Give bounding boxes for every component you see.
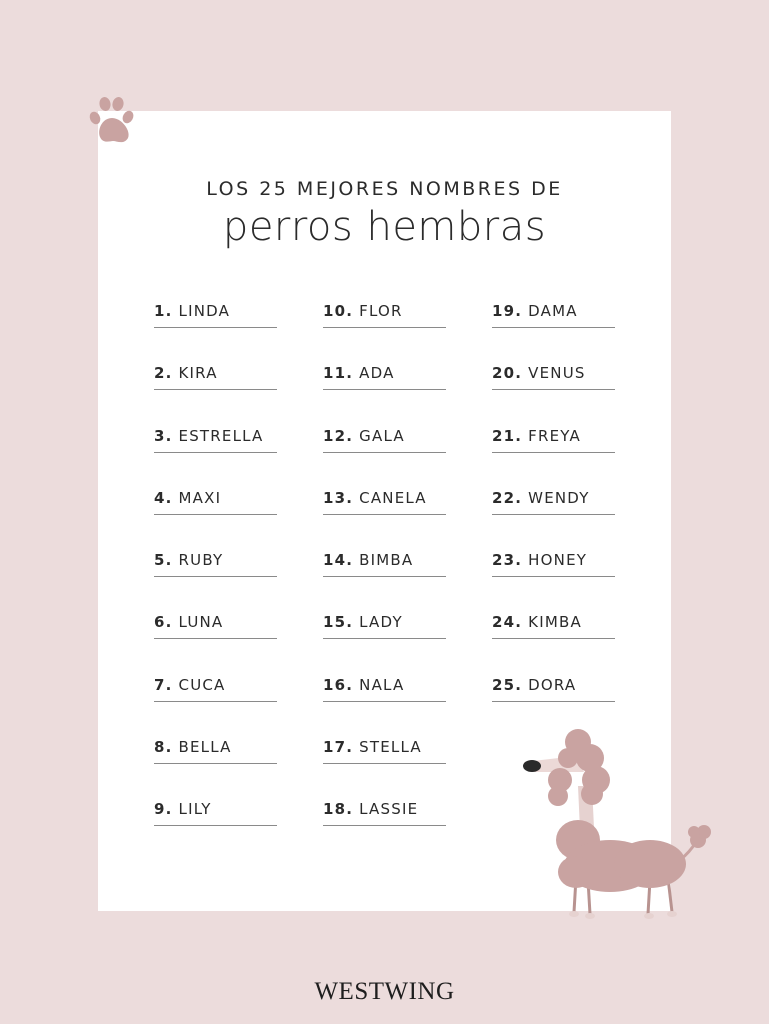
title-line-1: LOS 25 MEJORES NOMBRES DE [206,178,563,200]
item-number: 18. [323,800,354,818]
item-number: 9. [154,800,173,818]
item-number: 16. [323,675,354,694]
name-item [323,737,446,764]
item-name: LUNA [178,613,224,632]
name-item [492,363,615,390]
item-name: LINDA [178,302,231,320]
item-name: FLOR [359,302,403,320]
item-name: CUCA [178,675,226,694]
item-number: 14. [323,551,354,569]
title-line-2: perros hembras [222,204,547,250]
name-item [323,363,446,390]
name-item [154,799,277,826]
name-item [154,363,277,390]
item-name: FREYA [528,426,581,445]
name-item [323,799,446,826]
item-number: 15. [323,613,354,632]
name-item [154,612,277,639]
name-item [323,675,446,702]
name-item [154,550,277,577]
item-number: 11. [323,364,354,383]
item-name: DORA [528,675,577,694]
item-name: LASSIE [359,800,419,818]
item-name: VENUS [528,364,586,383]
item-number: 12. [323,426,354,445]
item-number: 1. [154,302,173,320]
name-item [154,675,277,702]
name-item [492,612,615,639]
item-number: 10. [323,302,354,320]
item-name: DAMA [528,302,578,320]
name-item [492,675,615,702]
item-number: 24. [492,613,523,632]
item-number: 17. [323,737,354,756]
name-item [492,550,615,577]
item-number: 22. [492,488,523,507]
name-item [323,550,446,577]
item-number: 20. [492,364,523,383]
item-number: 6. [154,613,173,632]
item-number: 25. [492,675,523,694]
brand-logo: WESTWING [314,978,455,1005]
name-item [323,426,446,453]
name-item [323,612,446,639]
item-number: 19. [492,302,523,320]
item-name: LILY [178,800,212,818]
name-item [154,488,277,515]
item-name: BELLA [178,737,232,756]
item-number: 23. [492,551,523,569]
paw-icon [86,92,138,148]
name-item [323,301,446,328]
item-name: GALA [359,426,405,445]
name-item [154,737,277,764]
item-number: 21. [492,426,523,445]
item-name: ADA [359,364,395,383]
name-item [154,301,277,328]
item-number: 5. [154,551,173,569]
item-name: BIMBA [359,551,414,569]
item-number: 13. [323,488,354,507]
item-number: 8. [154,737,173,756]
item-name: KIMBA [528,613,582,632]
item-name: HONEY [528,551,588,569]
name-item [492,301,615,328]
poodle-illustration [518,728,714,924]
item-name: CANELA [359,488,427,507]
item-name: MAXI [178,488,222,507]
item-name: KIRA [178,364,218,383]
item-name: NALA [359,675,405,694]
name-item [492,488,615,515]
item-name: ESTRELLA [178,426,264,445]
item-name: RUBY [178,551,224,569]
name-item [323,488,446,515]
item-number: 3. [154,426,173,445]
name-item [154,426,277,453]
name-item [492,426,615,453]
item-number: 2. [154,364,173,383]
item-number: 4. [154,488,173,507]
item-name: STELLA [359,737,422,756]
item-name: LADY [359,613,403,632]
item-number: 7. [154,675,173,694]
item-name: WENDY [528,488,590,507]
